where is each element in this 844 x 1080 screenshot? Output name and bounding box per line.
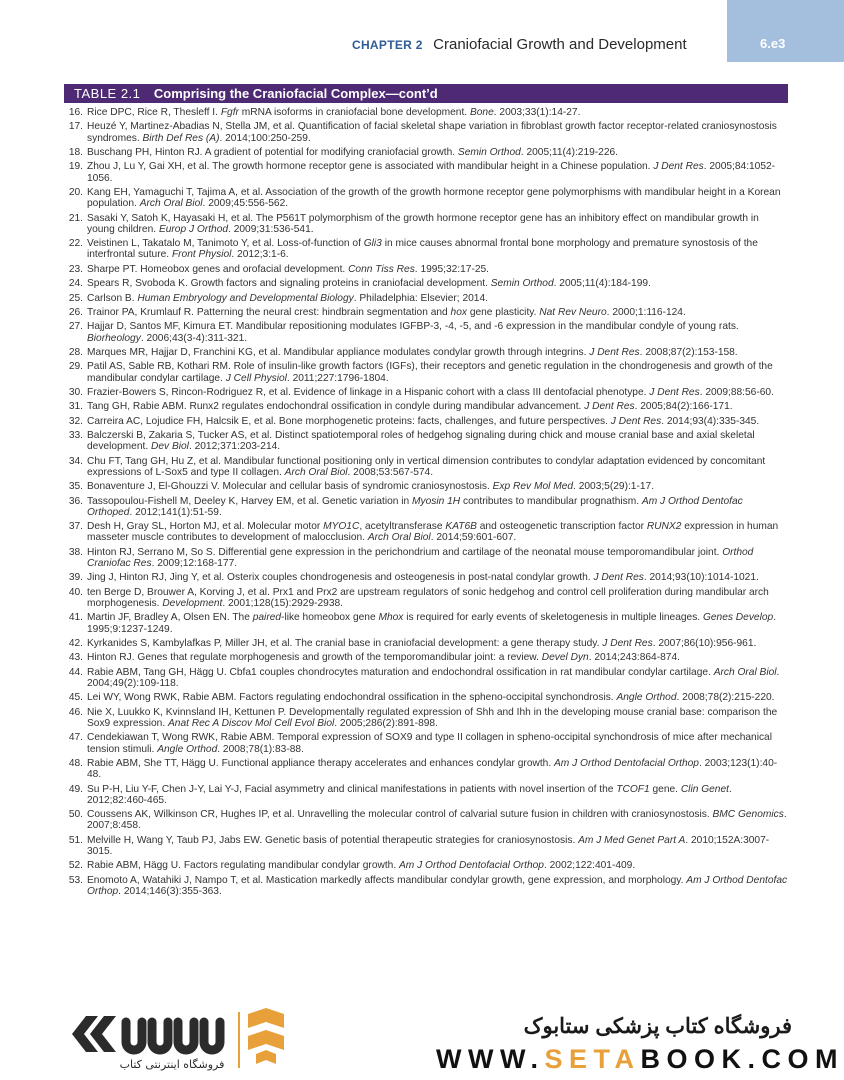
reference-text: Hinton RJ. Genes that regulate morphogenesis and growth of the temporomandibular joint: a review. Devel Dyn. 2014;243:864-874. [87,652,680,664]
reference-text: Marques MR, Hajjar D, Franchini KG, et al. Mandibular appliance modulates condylar growth through integrins. J Dent Res. 2008;87(2):153-158. [87,346,738,358]
reference-item [64,521,788,543]
reference-text: Hajjar D, Santos MF, Kimura ET. Mandibular repositioning modulates IGFBP-3, -4, -5, and -6 expression in the mandibular condyle of young rats. Biorheology. 2006;43(3-4):311-321. [87,321,739,344]
reference-item [64,875,788,897]
reference-number: 23. [68,263,83,275]
reference-item [64,147,788,158]
reference-text: Melville H, Wang Y, Taub PJ, Jabs EW. Genetic basis of potential therapeutic strategies for craniosynostosis. Am J Med Genet Part A. 2010;152A:3007-3015. [87,834,770,857]
reference-number: 27. [68,321,83,333]
reference-item [64,107,788,118]
reference-item [64,732,788,754]
setabook-logo-icon [60,1004,330,1074]
reference-item [64,758,788,780]
reference-item [64,264,788,275]
reference-number: 30. [68,386,83,398]
reference-item [64,835,788,857]
reference-item [64,321,788,343]
reference-text: Rice DPC, Rice R, Thesleff I. Fgfr mRNA isoforms in craniofacial bone development. Bone. 2003;33(1):14-27. [87,107,581,118]
reference-number: 53. [68,874,83,886]
reference-text: Hinton RJ, Serrano M, So S. Differential gene expression in the perichondrium and cartilage of the neonatal mouse temporomandibular joint. Orthod Craniofac Res. 2009;12:168-177. [87,546,754,570]
reference-number: 18. [68,146,83,158]
reference-number: 25. [68,292,83,304]
reference-item [64,293,788,304]
reference-item [64,416,788,427]
reference-number: 48. [68,757,83,769]
logo-divider [238,1012,240,1068]
reference-item [64,430,788,452]
reference-number: 26. [68,306,83,318]
reference-item [64,667,788,689]
reference-text: Rabie ABM, She TT, Hägg U. Functional appliance therapy accelerates and enhances condylar growth. Am J Orthod Dentofacial Orthop. 2003;123(1):40-48. [87,757,778,781]
reference-number: 49. [68,783,83,795]
reference-number: 40. [68,586,83,598]
reference-item [64,401,788,412]
reference-item [64,307,788,318]
reference-number: 37. [68,521,83,533]
chapter-title: Craniofacial Growth and Development [433,36,687,53]
reference-item [64,784,788,806]
reference-number: 34. [68,455,83,467]
reference-item [64,612,788,634]
reference-text: Kang EH, Yamaguchi T, Tajima A, et al. Association of the growth of the growth hormone receptor gene polymorphisms with mandibular height in a Korean population. Arch Oral Biol. 2009;45:556-562. [87,186,781,210]
reference-text: Carreira AC, Lojudice FH, Halcsik E, et al. Bone morphogenetic proteins: facts, challenges, and future perspectives. J Dent Res. 2014;93(4):335-345. [87,415,760,427]
reference-number: 33. [68,430,83,442]
reference-list [64,107,788,900]
reference-text: Patil AS, Sable RB, Kothari RM. Role of insulin-like growth factors (IGFs), their receptors and genetic regulation in the chondrogenesis and growth of the mandibular condylar cartilage. J Cell Physiol. 2011;227:1796-1804. [87,361,773,384]
reference-text: Balczerski B, Zakaria S, Tucker AS, et al. Distinct spatiotemporal roles of hedgehog signaling during chick and mouse cranial base and axial skeletal development. Dev Biol. 2012;371:203-214. [87,430,755,453]
store-url-accent: SETA [544,1044,641,1074]
reference-number: 47. [68,732,83,744]
reference-text: Rabie ABM, Tang GH, Hägg U. Cbfa1 couples chondrocytes maturation and endochondral ossification in rat mandibular condylar cartilage. Arch Oral Biol. 2004;49(2):109-118. [87,666,780,689]
reference-number: 41. [68,612,83,624]
reference-number: 44. [68,666,83,678]
table-label: TABLE 2.1 [74,86,141,101]
logo-chevrons [72,1016,116,1052]
reference-text: Buschang PH, Hinton RJ. A gradient of potential for modifying craniofacial growth. Semin Orthod. 2005;11(4):219-226. [87,146,619,158]
reference-text: ten Berge D, Brouwer A, Korving J, et al. Prx1 and Prx2 are upstream regulators of sonic hedgehog and control cell proliferation during mandibular arch morphogenesis. Development. 2001;128(15):2929-2938. [87,586,769,610]
reference-item [64,347,788,358]
reference-text: Kyrkanides S, Kambylafkas P, Miller JH, et al. The cranial base in craniofacial development: a gene therapy study. J Dent Res. 2007;86(10):956-961. [87,638,757,649]
table-title: Comprising the Craniofacial Complex—cont’d [153,86,438,101]
reference-number: 45. [68,692,83,704]
reference-item [64,278,788,289]
reference-number: 52. [68,860,83,872]
page-tab [727,0,844,62]
reference-text: Heuzé Y, Martinez-Abadias N, Stella JM, et al. Quantification of facial skeletal shape variation in fibroblast growth factor receptor-related craniosynostosis syndromes. Birth Def Res (A). 2014;100:250-259. [87,121,777,144]
reference-number: 43. [68,652,83,664]
reference-text: Bonaventure J, El-Ghouzzi V. Molecular and cellular basis of syndromic craniosynostosis. Exp Rev Mol Med. 2003;5(29):1-17. [87,481,655,493]
reference-number: 28. [68,346,83,358]
reference-number: 17. [68,121,83,133]
reference-item [64,387,788,398]
reference-number: 19. [68,161,83,173]
reference-text: Trainor PA, Krumlauf R. Patterning the neural crest: hindbrain segmentation and hox gene plasticity. Nat Rev Neuro. 2000;1:116-124. [87,306,686,318]
reference-number: 38. [68,546,83,558]
reference-text: Tang GH, Rabie ABM. Runx2 regulates endochondral ossification in condyle during mandibular advancement. J Dent Res. 2005;84(2):166-171. [87,401,733,413]
reference-item [64,707,788,729]
reference-item [64,121,788,143]
reference-item [64,572,788,583]
reference-number: 20. [68,186,83,198]
reference-number: 31. [68,401,83,413]
reference-number: 36. [68,495,83,507]
reference-item [64,652,788,663]
reference-text: Coussens AK, Wilkinson CR, Hughes IP, et al. Unravelling the molecular control of calvarial suture fusion in children with craniosynostosis. BMC Genomics. 2007;8:458. [87,809,787,832]
reference-text: Enomoto A, Watahiki J, Nampo T, et al. Mastication markedly affects mandibular condylar growth, gene expression, and morphology. Am J Orthod Dentofac Orthop. 2014;146(3):355-363. [87,874,788,897]
reference-item [64,161,788,183]
reference-number: 51. [68,834,83,846]
reference-item [64,496,788,518]
reference-item [64,481,788,492]
reference-text: Jing J, Hinton RJ, Jing Y, et al. Osterix couples chondrogenesis and osteogenesis in post-natal condylar growth. J Dent Res. 2014;93(10):1014-1021. [87,572,759,584]
reference-number: 39. [68,572,83,584]
reference-item [64,638,788,649]
reference-number: 16. [68,107,83,118]
reference-number: 46. [68,706,83,718]
reference-text: Zhou J, Lu Y, Gai XH, et al. The growth hormone receptor gene is associated with mandibular height in a Chinese population. J Dent Res. 2005;84:1052-1056. [87,161,776,184]
reference-text: Nie X, Luukko K, Kvinnsland IH, Kettunen P. Developmentally regulated expression of Shh and Ihh in the developing mouse cranial base: comparison the Sox9 expression. Anat Rec A Discov Mol Cell Evol Biol. 2005;286(2):891-898. [87,706,778,729]
reference-number: 29. [68,361,83,373]
reference-item [64,213,788,235]
reference-item [64,809,788,831]
reference-number: 32. [68,415,83,427]
reference-text: Sharpe PT. Homeobox genes and orofacial development. Conn Tiss Res. 1995;32:17-25. [87,263,489,275]
reference-text: Martin JF, Bradley A, Olsen EN. The paired-like homeobox gene Mhox is required for early events of skeletogenesis in multiple lineages. Genes Develop. 1995;9:1237-1249. [87,612,777,635]
reference-item [64,456,788,478]
reference-text: Veistinen L, Takatalo M, Tanimoto Y, et al. Loss-of-function of Gli3 in mice causes abnormal frontal bone morphology and premature synostosis of the interfrontal suture. Front Physiol. 2012;3:1-6. [87,238,758,261]
reference-item [64,361,788,383]
running-header [352,36,687,54]
reference-text: Rabie ABM, Hägg U. Factors regulating mandibular condylar growth. Am J Orthod Dentofacial Orthop. 2002;122:401-409. [87,860,636,872]
logo-wordmark [126,1022,220,1050]
reference-text: Carlson B. Human Embryology and Developmental Biology. Philadelphia: Elsevier; 2014. [87,292,488,304]
store-url-prefix: WWW. [436,1044,545,1074]
reference-text: Chu FT, Tang GH, Hu Z, et al. Mandibular functional positioning only in vertical dimension contributes to condylar adaptation evidenced by concomitant expressions of L-Sox5 and type II collagen. Arch Oral Biol. 2008;53:567-574. [87,455,766,478]
store-url[interactable] [436,1044,844,1075]
reference-text: Desh H, Gray SL, Horton MJ, et al. Molecular motor MYO1C, acetyltransferase KAT6B and osteogenetic transcription factor RUNX2 expression in human masseter muscle contributes to development of malocclusion. Arch Oral Biol. 2014;59:601-607. [87,521,779,544]
reference-number: 24. [68,278,83,290]
reference-number: 35. [68,481,83,493]
reference-item [64,692,788,703]
reference-item [64,587,788,609]
reference-text: Tassopoulou-Fishell M, Deeley K, Harvey EM, et al. Genetic variation in Myosin 1H contributes to mandibular prognathism. Am J Orthod Dentofac Orthoped. 2012;141(1):51-59. [87,495,743,518]
logo-gold-mark [248,1008,284,1064]
reference-number: 42. [68,638,83,649]
reference-item [64,860,788,871]
reference-text: Cendekiawan T, Wong RWK, Rabie ABM. Temporal expression of SOX9 and type II collagen in spheno-occipital synchondrosis of mice after mechanical tension stimuli. Angle Orthod. 2008;78(1):83-88. [87,732,772,755]
store-name: فروشگاه کتاب پزشکی ستابوک [523,1015,792,1038]
reference-item [64,187,788,209]
reference-text: Su P-H, Liu Y-F, Chen J-Y, Lai Y-J, Facial asymmetry and clinical manifestations in patients with novel insertion of the TCOF1 gene. Clin Genet. 2012;82:460-465. [87,783,732,806]
reference-item [64,547,788,569]
footer-banner [0,994,844,1080]
chapter-label: CHAPTER 2 [352,38,423,52]
store-url-suffix: BOOK.COM [640,1044,844,1074]
reference-number: 22. [68,238,83,250]
logo-caption: فروشگاه اینترنتی کتاب [119,1058,225,1071]
reference-item [64,238,788,260]
table-title-bar [64,84,788,103]
reference-number: 21. [68,212,83,224]
page-number: 6.e3 [760,36,786,51]
reference-number: 50. [68,809,83,821]
reference-text: Lei WY, Wong RWK, Rabie ABM. Factors regulating endochondral ossification in the spheno-occipital synchondrosis. Angle Orthod. 2008;78(2):215-220. [87,692,775,704]
reference-text: Spears R, Svoboda K. Growth factors and signaling proteins in craniofacial development. Semin Orthod. 2005;11(4):184-199. [87,278,651,290]
reference-text: Frazier-Bowers S, Rincon-Rodriguez R, et al. Evidence of linkage in a Hispanic cohort with a class III dentofacial phenotype. J Dent Res. 2009;88:56-60. [87,386,774,398]
reference-text: Sasaki Y, Satoh K, Hayasaki H, et al. The P561T polymorphism of the growth hormone receptor gene has an inhibitory effect on mandibular growth in young children. Europ J Orthod. 2009;31:536-541. [87,212,759,235]
